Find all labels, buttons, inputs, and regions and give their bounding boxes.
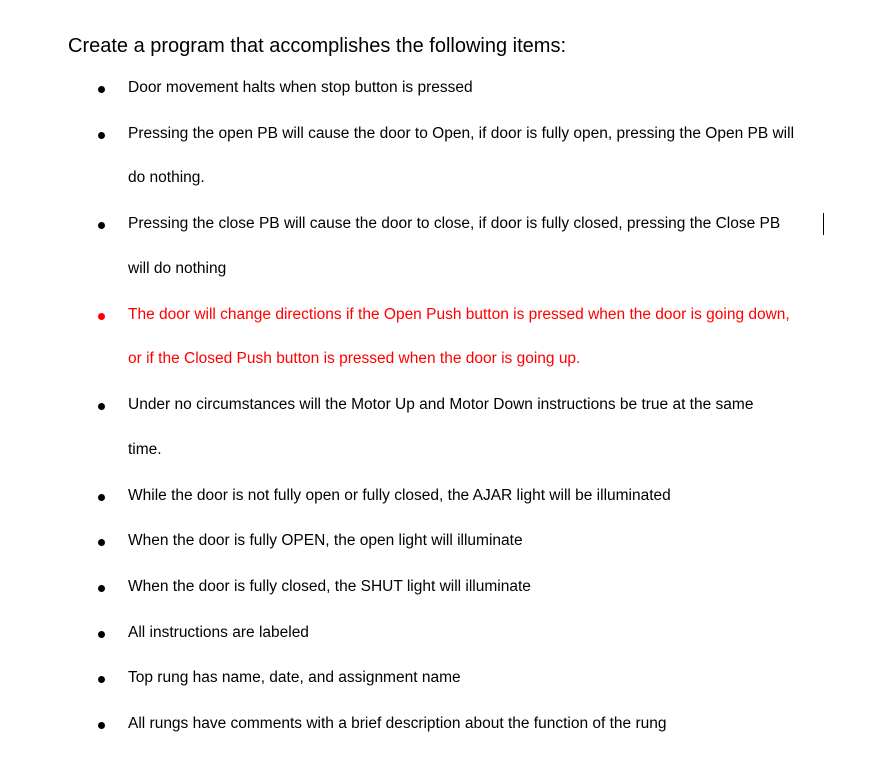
list-item-text-continuation: will do nothing bbox=[128, 260, 227, 277]
list-item-text: The door will change directions if the Open Push button is pressed when the door is going down, bbox=[128, 306, 790, 323]
list-item-text-continuation: or if the Closed Push button is pressed when the door is going up. bbox=[128, 350, 581, 367]
bullet-icon bbox=[98, 631, 105, 638]
list-item-text: When the door is fully closed, the SHUT light will illuminate bbox=[128, 578, 531, 595]
list-item-text: All rungs have comments with a brief description about the function of the rung bbox=[128, 715, 667, 732]
bullet-icon bbox=[98, 403, 105, 410]
bullet-icon bbox=[98, 676, 105, 683]
bullet-icon bbox=[98, 222, 105, 229]
list-item-text: Top rung has name, date, and assignment name bbox=[128, 669, 461, 686]
list-item-text: Under no circumstances will the Motor Up and Motor Down instructions be true at the same bbox=[128, 396, 754, 413]
list-item-text: When the door is fully OPEN, the open light will illuminate bbox=[128, 532, 523, 549]
bullet-icon bbox=[98, 313, 105, 320]
list-item-text-continuation: time. bbox=[128, 441, 162, 458]
list-item-text: Pressing the close PB will cause the door to close, if door is fully closed, pressing the Close PB bbox=[128, 215, 781, 232]
bullet-icon bbox=[98, 86, 105, 93]
document-heading: Create a program that accomplishes the following items: bbox=[68, 35, 567, 57]
list-item-text-continuation: do nothing. bbox=[128, 169, 205, 186]
bullet-icon bbox=[98, 585, 105, 592]
text-cursor bbox=[823, 213, 824, 235]
list-item-text: Pressing the open PB will cause the door to Open, if door is fully open, pressing the Open PB will bbox=[128, 125, 795, 142]
list-item-text: Door movement halts when stop button is pressed bbox=[128, 79, 473, 96]
bullet-icon bbox=[98, 539, 105, 546]
bullet-icon bbox=[98, 132, 105, 139]
list-item-text: While the door is not fully open or fully closed, the AJAR light will be illuminated bbox=[128, 487, 671, 504]
list-item-text: All instructions are labeled bbox=[128, 624, 309, 641]
bullet-icon bbox=[98, 494, 105, 501]
bullet-icon bbox=[98, 722, 105, 729]
